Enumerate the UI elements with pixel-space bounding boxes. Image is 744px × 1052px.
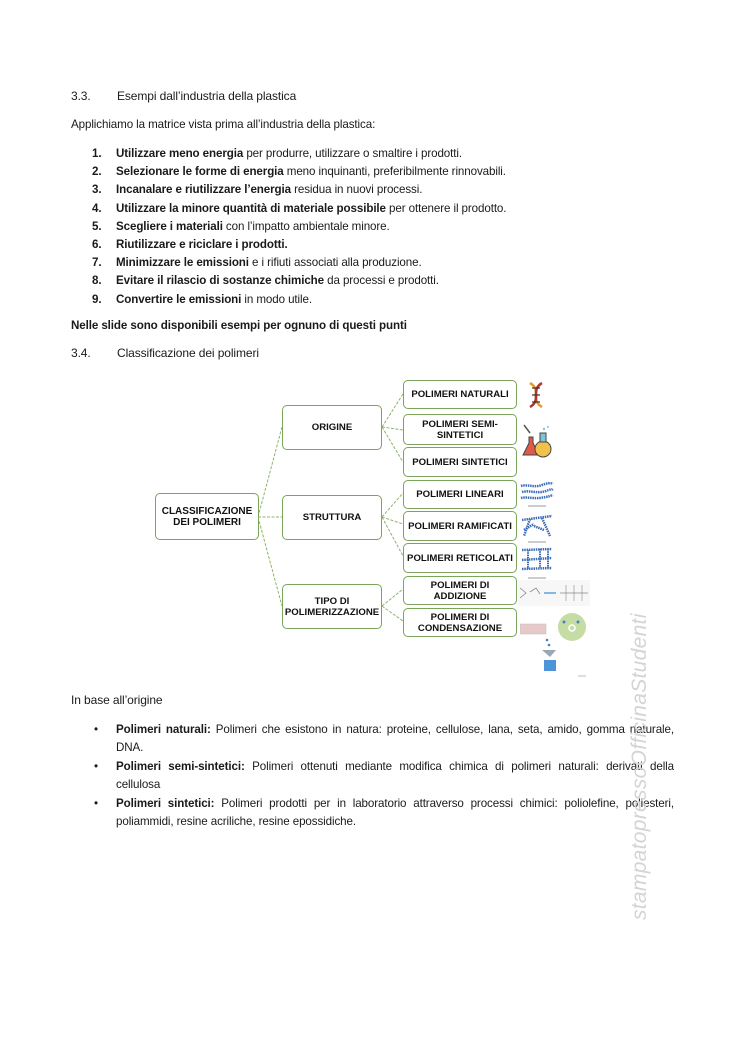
- leaf-box-naturali: POLIMERI NATURALI: [403, 380, 517, 409]
- branch-box-struttura: STRUTTURA: [282, 495, 382, 540]
- list-item: 3. Incanalare e riutilizzare l’energia residua in nuovi processi.: [92, 183, 423, 197]
- leaf-box-lineari: POLIMERI LINEARI: [403, 480, 517, 509]
- section-3-4-heading: [71, 346, 259, 360]
- section-title: Esempi dall’industria della plastica: [117, 89, 297, 103]
- leaf-box-sintetici: POLIMERI SINTETICI: [403, 447, 517, 477]
- list-item: • Polimeri semi-sintetici: Polimeri ottenuti mediante modifica chimica di polimeri naturali: derivati della cellulosa: [94, 760, 674, 791]
- leaf-box-ramificati: POLIMERI RAMIFICATI: [403, 511, 517, 541]
- list-item: 9. Convertire le emissioni in modo utile.: [92, 292, 312, 306]
- branch-box-tipo-polimerizzazione: TIPO DI POLIMERIZZAZIONE: [282, 584, 382, 629]
- list-item: 1. Utilizzare meno energia per produrre, utilizzare o smaltire i prodotti.: [92, 147, 462, 160]
- condensation-reaction-icon: [520, 610, 590, 678]
- connector-line: [382, 589, 403, 606]
- section-3-3-heading: [71, 89, 296, 103]
- section-number: 3.3.: [71, 89, 91, 103]
- leaf-box-condensazione: POLIMERI DI CONDENSAZIONE: [403, 608, 517, 637]
- connector-line: [382, 427, 403, 462]
- chemistry-flasks-icon: [520, 423, 554, 459]
- connector-line: [258, 517, 282, 606]
- connector-line: [382, 517, 403, 556]
- list-item: 2. Selezionare le forme di energia meno inquinanti, preferibilmente rinnovabili.: [92, 165, 506, 179]
- origin-heading: In base all’origine: [71, 693, 163, 707]
- list-item: 8. Evitare il rilascio di sostanze chimiche da processi e prodotti.: [92, 274, 439, 288]
- bullet-icon: •: [94, 723, 98, 736]
- leaf-box-semi-sintetici: POLIMERI SEMI-SINTETICI: [403, 414, 517, 445]
- diagram-root-box: CLASSIFICAZIONE DEI POLIMERI: [155, 493, 259, 540]
- list-item: 5. Scegliere i materiali con l’impatto ambientale minore.: [92, 219, 390, 233]
- connector-line: [382, 394, 403, 427]
- list-item: 4. Utilizzare la minore quantità di materiale possibile per ottenere il prodotto.: [92, 201, 507, 215]
- slides-note: Nelle slide sono disponibili esempi per ognuno di questi punti: [71, 319, 407, 332]
- list-item: • Polimeri sintetici: Polimeri prodotti per in laboratorio attraverso processi chimici: poliolefine, poliesteri, poliammidi, resine acriliche, resine epossidiche.: [94, 797, 674, 828]
- crosslinked-polymer-icon: [520, 546, 554, 582]
- branched-polymer-icon: [520, 510, 554, 546]
- connector-line: [382, 427, 403, 430]
- bullet-icon: •: [94, 760, 98, 773]
- linear-polymer-icon: [520, 480, 554, 512]
- section-title: Classificazione dei polimeri: [117, 346, 259, 360]
- bullet-icon: •: [94, 797, 98, 810]
- list-item: • Polimeri naturali: Polimeri che esistono in natura: proteine, cellulose, lana, seta, amido, gomma naturale, DNA.: [94, 723, 674, 754]
- section-number: 3.4.: [71, 346, 91, 360]
- addition-reaction-icon: [518, 580, 590, 608]
- connector-line: [382, 606, 403, 621]
- branch-box-origine: ORIGINE: [282, 405, 382, 450]
- connector-line: [382, 517, 403, 524]
- leaf-box-reticolati: POLIMERI RETICOLATI: [403, 543, 517, 573]
- numbered-list: [92, 145, 506, 309]
- leaf-box-addizione: POLIMERI DI ADDIZIONE: [403, 576, 517, 605]
- list-item: 6. Riutilizzare e riciclare i prodotti.: [92, 237, 288, 251]
- intro-paragraph: Applichiamo la matrice vista prima all’industria della plastica:: [71, 118, 376, 131]
- dna-icon: [526, 382, 546, 408]
- origin-bullet-list: [92, 721, 674, 832]
- list-item: 7. Minimizzare le emissioni e i rifiuti associati alla produzione.: [92, 256, 422, 270]
- connector-line: [258, 427, 282, 517]
- watermark: stampatopressoOfficinaStudenti: [628, 613, 651, 920]
- connector-line: [382, 493, 403, 517]
